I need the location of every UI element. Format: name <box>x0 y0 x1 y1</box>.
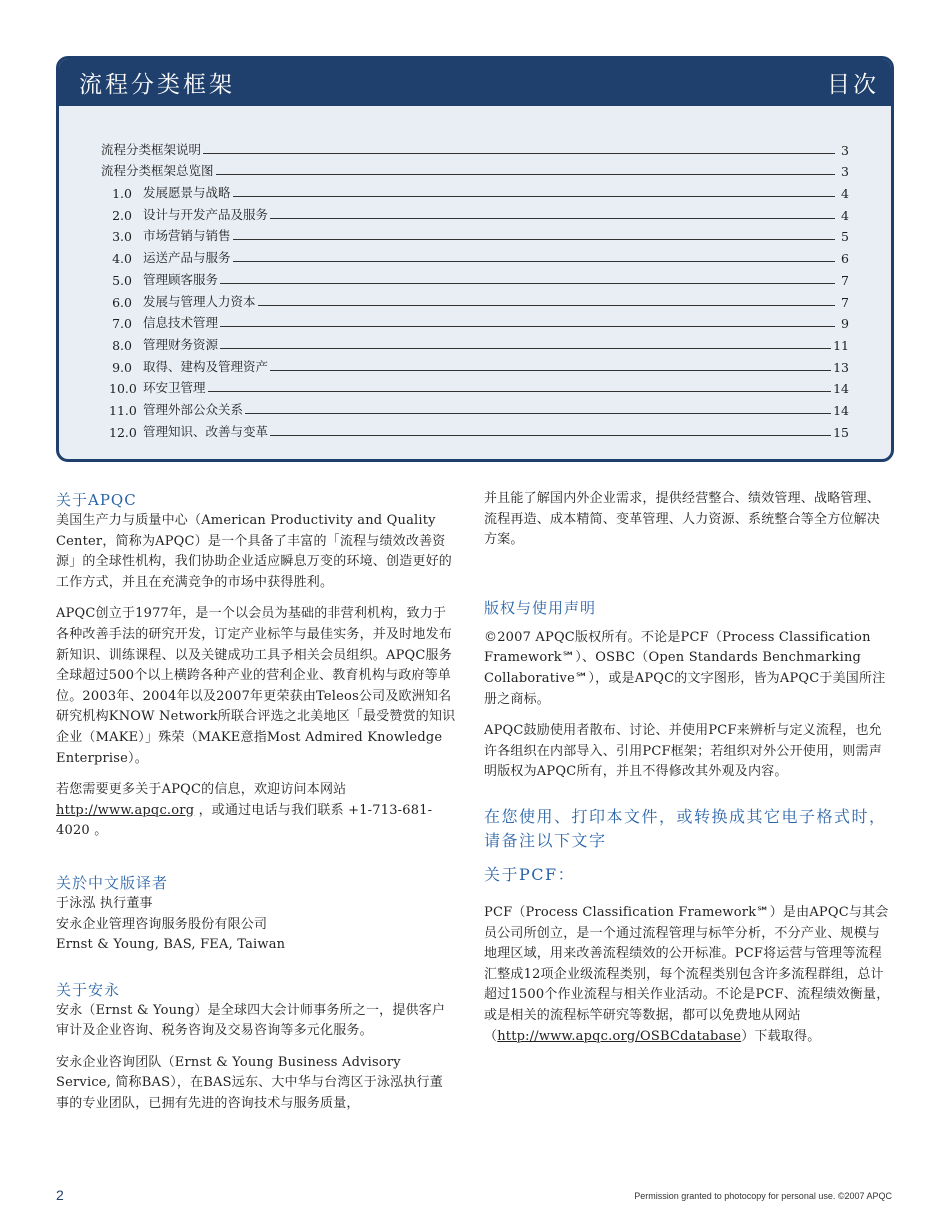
toc-leader-line <box>220 326 835 327</box>
toc-entry-number: 11.0 <box>109 402 137 418</box>
toc-entry-label: 流程分类框架总览图 <box>101 163 214 179</box>
toc-entry[interactable] <box>101 353 849 375</box>
pcf-text: PCF（Process Classification Framework℠）是由APQC与其会员公司所创立，是一个通过流程管理与标竿分析，不分产业、规模与地理区域，用来改善流程绩效的公开标准。PCF将运营与管理等流程汇整成12项企业级流程类别，每个流程类别包含许多流程群组，总计超过1500个作业流程与相关作业活动。不论是PCF、流程绩效衡量，或是相关的流程标竿研究等数据，都可以免费地从网站（ <box>484 904 890 1044</box>
right-column <box>484 489 892 1047</box>
toc-entry[interactable] <box>101 158 849 180</box>
toc-entry-label: 信息技术管理 <box>143 315 219 331</box>
toc-entry-label: 发展与管理人力资本 <box>143 293 256 309</box>
about-ey-heading: 关于安永 <box>56 980 121 999</box>
toc-leader-line <box>233 196 835 197</box>
toc-list <box>59 106 891 440</box>
toc-entry[interactable] <box>101 310 849 332</box>
toc-entry-number: 8.0 <box>112 337 132 353</box>
about-apqc-paragraph-3 <box>56 780 456 842</box>
toc-entry-page: 3 <box>841 164 849 180</box>
toc-leader-line <box>258 305 835 306</box>
about-apqc-paragraph-1: 美国生产力与质量中心（American Productivity and Quality Center，简称为APQC）是一个具备了丰富的「流程与绩效改善资源」的全球性机构，我们协助企业适应瞬息万变的环境、创造更好的工作方式，并且在充满竞争的市场中获得胜利。 <box>56 513 453 590</box>
toc-entry-page: 13 <box>833 359 849 375</box>
toc-entry-page: 7 <box>841 294 849 310</box>
toc-leader-line <box>233 261 835 262</box>
toc-entry[interactable] <box>101 244 849 266</box>
toc-entry-page: 7 <box>841 272 849 288</box>
toc-entry-label: 管理外部公众关系 <box>143 401 244 417</box>
notice-heading: 在您使用、打印本文件，或转换成其它电子格式时，请备注以下文字 <box>484 806 887 850</box>
toc-entry-page: 6 <box>841 251 849 267</box>
toc-entry-page: 14 <box>833 381 849 397</box>
about-apqc-heading: 关于APQC <box>56 491 137 509</box>
toc-box <box>56 56 894 462</box>
about-apqc-paragraph-2: APQC创立于1977年，是一个以会员为基础的非营利机构，致力于各种改善手法的研究开发，订定产业标竿与最佳实务，并及时地发布新知识、训练课程、以及关键成功工具予相关会员组织。APQC服务全球超过500个以上横跨各种产业的营利企业、教育机构与政府等单位。2003年、2004年以及2007年更荣获由Teleos公司及欧洲知名研究机构KNOW Network所联合评选之北美地区「最受赞赏的知识企业（MAKE）」殊荣（MAKE意指Most Admired Knowledge Enterprise）。 <box>56 606 456 766</box>
copyright-paragraph-1: ©2007 APQC版权所有。不论是PCF（Process Classification Framework℠）、OSBC（Open Standards Benchmarking Collaborative℠），或是APQC的文字图形，皆为APQC于美国所注册之商标。 <box>484 629 886 707</box>
toc-entry-number: 6.0 <box>112 294 132 310</box>
toc-entry-page: 4 <box>841 186 849 202</box>
toc-entry-number: 2.0 <box>112 207 132 223</box>
toc-entry-label: 管理知识、改善与变革 <box>143 423 269 439</box>
toc-entry-label: 管理顾客服务 <box>143 271 219 287</box>
toc-entry-label: 市场营销与销售 <box>143 228 231 244</box>
toc-entry-label: 发展愿景与战略 <box>143 185 231 201</box>
toc-entry-label: 设计与开发产品及服务 <box>143 206 269 222</box>
toc-entry-label: 管理财务资源 <box>143 336 219 352</box>
toc-entry-number: 10.0 <box>109 381 137 397</box>
toc-entry[interactable] <box>101 179 849 201</box>
toc-entry[interactable] <box>101 375 849 397</box>
toc-entry[interactable] <box>101 331 849 353</box>
toc-entry-number: 4.0 <box>112 251 132 267</box>
translator-company: 安永企业管理咨询服务股份有限公司 <box>56 916 268 932</box>
toc-entry-label: 取得、建构及管理资产 <box>143 358 269 374</box>
toc-entry-label: 环安卫管理 <box>143 380 206 396</box>
toc-leader-line <box>220 283 835 284</box>
toc-entry[interactable] <box>101 223 849 245</box>
left-column <box>56 489 456 1115</box>
copyright-footer-note: Permission granted to photocopy for personal use. ©2007 APQC <box>634 1191 892 1201</box>
translator-heading: 关於中文版译者 <box>56 873 169 892</box>
toc-entry-number: 12.0 <box>109 424 137 440</box>
toc-entry[interactable] <box>101 288 849 310</box>
copyright-paragraph-2: APQC鼓励使用者散布、讨论、并使用PCF来辨析与定义流程，也允许各组织在内部导入、引用PCF框架；若组织对外公开使用，则需声明版权为APQC所有，并且不得修改其外观及内容。 <box>484 723 882 780</box>
toc-leader-line <box>270 435 831 436</box>
toc-leader-line <box>270 370 831 371</box>
contact-prefix: 若您需要更多关于APQC的信息，欢迎访问本网站 <box>56 782 347 798</box>
about-pcf-paragraph <box>484 903 892 1047</box>
toc-entry-label: 运送产品与服务 <box>143 250 231 266</box>
about-ey-paragraph-1: 安永（Ernst & Young）是全球四大会计师事务所之一，提供客户审计及企业咨询、税务咨询及交易咨询等多元化服务。 <box>56 1002 446 1039</box>
apqc-website-link[interactable]: http://www.apqc.org <box>56 802 195 818</box>
toc-leader-line <box>203 153 835 154</box>
toc-leader-line <box>270 218 835 219</box>
toc-entry-page: 14 <box>833 402 849 418</box>
toc-entry-number: 9.0 <box>112 359 132 375</box>
toc-leader-line <box>216 174 835 175</box>
toc-entry[interactable] <box>101 266 849 288</box>
toc-title: 流程分类框架 <box>79 72 235 98</box>
toc-entry[interactable] <box>101 201 849 223</box>
about-ey-paragraph-2: 安永企业咨询团队（Ernst & Young Business Advisory Service, 简称BAS），在BAS远东、大中华与台湾区于泳泓执行董事的专业团队，已拥有先进的咨询技术与服务质量， <box>56 1054 443 1112</box>
toc-entry-page: 3 <box>841 142 849 158</box>
toc-entry-number: 5.0 <box>112 272 132 288</box>
toc-entry-page: 9 <box>841 316 849 332</box>
copyright-heading: 版权与使用声明 <box>484 598 597 617</box>
translator-name: 于泳泓 执行董事 <box>56 895 153 911</box>
toc-entry-page: 11 <box>833 337 849 353</box>
osbc-database-link[interactable]: http://www.apqc.org/OSBCdatabase <box>497 1028 742 1044</box>
toc-entry-number: 7.0 <box>112 316 132 332</box>
translator-org: Ernst & Young, BAS, FEA, Taiwan <box>56 937 286 953</box>
toc-leader-line <box>233 239 835 240</box>
toc-leader-line <box>220 348 831 349</box>
toc-contents-label: 目次 <box>827 72 879 98</box>
toc-leader-line <box>208 391 832 392</box>
toc-leader-line <box>245 413 831 414</box>
page-number: 2 <box>56 1187 64 1203</box>
toc-entry-page: 4 <box>841 207 849 223</box>
toc-entry-number: 3.0 <box>112 229 132 245</box>
continuation-paragraph: 并且能了解国内外企业需求，提供经营整合、绩效管理、战略管理、流程再造、成本精简、变革管理、人力资源、系统整合等全方位解决方案。 <box>484 491 881 548</box>
about-pcf-subheading: 关于PCF： <box>484 864 576 884</box>
toc-entry-label: 流程分类框架说明 <box>101 141 202 157</box>
toc-entry-number: 1.0 <box>112 186 132 202</box>
toc-entry-page: 5 <box>841 229 849 245</box>
toc-entry-page: 15 <box>833 424 849 440</box>
contact-suffix: ，或通过电话与我们联系 +1-713-681-4020 。 <box>56 802 433 839</box>
toc-entry[interactable] <box>101 418 849 440</box>
toc-entry[interactable] <box>101 136 849 158</box>
pcf-text-suffix: ）下载取得。 <box>741 1028 821 1044</box>
toc-entry[interactable] <box>101 396 849 418</box>
toc-header <box>59 59 891 106</box>
